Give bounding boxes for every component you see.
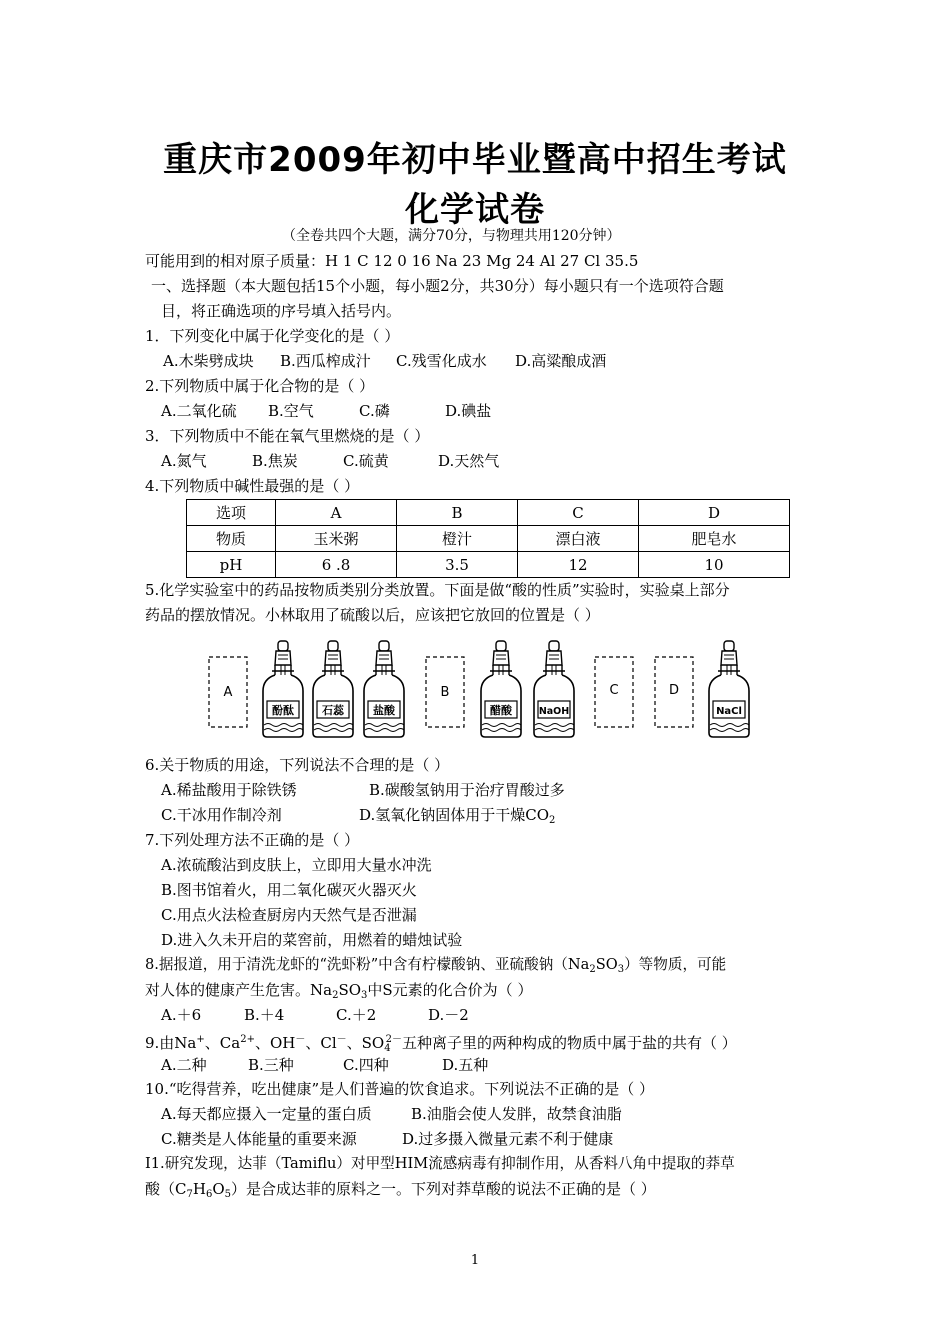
slot-label-d: D <box>668 683 680 698</box>
q9-text: 9.由Na <box>145 1034 197 1052</box>
table-cell: 肥皂水 <box>639 526 790 552</box>
q9-text: 、Ca <box>204 1034 241 1052</box>
q9-option-c: C.四种 <box>343 1056 389 1074</box>
ph-table <box>186 499 790 578</box>
q11-text: 酸（C <box>145 1180 187 1198</box>
bottle-hydrochloric-acid <box>364 641 404 737</box>
q1-option-d: D.高粱酿成酒 <box>515 352 607 370</box>
q8-stem-line2 <box>145 980 532 1006</box>
table-cell: B <box>397 500 518 526</box>
table-row <box>187 500 790 526</box>
subscript: 5 <box>224 1189 232 1200</box>
subscript: 4 <box>384 1043 391 1054</box>
q6-stem: 6.关于物质的用途，下列说法不合理的是（ ） <box>145 756 450 774</box>
slot-label-a: A <box>223 685 233 700</box>
superscript: 2+ <box>240 1034 255 1045</box>
reagent-shelf-figure <box>0 635 950 745</box>
table-cell: 选项 <box>187 500 276 526</box>
q9-option-b: B.三种 <box>248 1056 294 1074</box>
subscript: 7 <box>186 1189 193 1200</box>
q2-option-c: C.磷 <box>359 402 390 420</box>
superscript: － <box>295 1034 306 1045</box>
q3-option-a: A.氮气 <box>161 452 207 470</box>
table-cell: 6 .8 <box>276 552 397 578</box>
subscript: 2 <box>332 990 339 1001</box>
q8-option-c: C.＋2 <box>336 1006 377 1024</box>
q2-option-d: D.碘盐 <box>445 402 492 420</box>
bottle-label: 酚酞 <box>272 704 294 717</box>
q7-option-a: A.浓硫酸沾到皮肤上，立即用大量水冲洗 <box>161 856 432 874</box>
q6-option-b: B.碳酸氢钠用于治疗胃酸过多 <box>369 781 565 799</box>
q9-text: 、SO <box>346 1034 385 1052</box>
q9-text: 、Cl <box>305 1034 337 1052</box>
q10-option-a: A.每天都应摄入一定量的蛋白质 <box>161 1105 372 1123</box>
q10-option-d: D.过多摄入微量元素不利于健康 <box>402 1130 614 1148</box>
q11-text: O <box>212 1180 225 1198</box>
q9-stem <box>145 1030 737 1059</box>
bottle-label: 醋酸 <box>490 704 512 717</box>
table-cell: C <box>518 500 639 526</box>
bottle-label: NaOH <box>538 706 570 717</box>
bottle-nacl <box>709 641 749 737</box>
q2-option-b: B.空气 <box>268 402 314 420</box>
q7-option-d: D.进入久未开启的菜窖前，用燃着的蜡烛试验 <box>161 931 463 949</box>
table-cell: 物质 <box>187 526 276 552</box>
bottle-litmus <box>313 641 353 737</box>
q5-stem-line2: 药品的摆放情况。小林取用了硫酸以后，应该把它放回的位置是（ ） <box>145 606 600 624</box>
q1-stem: 1．下列变化中属于化学变化的是（ ） <box>145 327 400 345</box>
bottle-phenolphthalein <box>263 641 303 737</box>
q8-option-d: D.－2 <box>428 1006 469 1024</box>
q1-option-c: C.残雪化成水 <box>396 352 487 370</box>
q9-option-a: A.二种 <box>161 1056 207 1074</box>
q6-option-c: C.干冰用作制冷剂 <box>161 806 282 824</box>
q10-option-c: C.糖类是人体能量的重要来源 <box>161 1130 357 1148</box>
q8-text: SO <box>595 956 618 973</box>
q10-stem: 10.“吃得营养，吃出健康”是人们普遍的饮食追求。下列说法不正确的是（ ） <box>145 1080 654 1098</box>
table-cell: 橙汁 <box>397 526 518 552</box>
section1-instructions-line1: 一、选择题（本大题包括15个小题，每小题2分，共30分）每小题只有一个选项符合题 <box>151 277 724 295</box>
q7-stem: 7.下列处理方法不正确的是（ ） <box>145 831 360 849</box>
q1-option-b: B.西瓜榨成汁 <box>280 352 371 370</box>
q9-text: 、OH <box>254 1034 296 1052</box>
slot-label-c: C <box>609 683 619 698</box>
slot-label-b: B <box>440 685 450 700</box>
exam-note: （全卷共四个大题，满分70分，与物理共用120分钟） <box>282 228 621 244</box>
q3-option-d: D.天然气 <box>438 452 500 470</box>
page-number: 1 <box>470 1253 480 1268</box>
q5-stem-line1: 5.化学实验室中的药品按物质类别分类放置。下面是做“酸的性质”实验时，实验桌上部分 <box>145 581 730 599</box>
table-cell: 12 <box>518 552 639 578</box>
q9-text: 五种离子里的两种构成的物质中属于盐的共有（ ） <box>401 1034 737 1052</box>
superscript: 2－ <box>385 1034 402 1045</box>
table-row <box>187 552 790 578</box>
q2-option-a: A.二氧化硫 <box>161 402 237 420</box>
q6-option-a: A.稀盐酸用于除铁锈 <box>161 781 297 799</box>
q6-option-d-text: D.氢氧化钠固体用于干燥CO <box>359 806 550 824</box>
superscript: + <box>196 1034 205 1045</box>
q8-text: 中S元素的化合价为（ ） <box>367 981 533 999</box>
table-cell: 玉米粥 <box>276 526 397 552</box>
table-cell: 漂白液 <box>518 526 639 552</box>
q10-option-b: B.油脂会使人发胖，故禁食油脂 <box>411 1105 622 1123</box>
q1-option-a: A.木柴劈成块 <box>163 352 254 370</box>
subscript: 3 <box>617 964 625 975</box>
bottle-acetic-acid <box>481 641 521 737</box>
q11-stem-line2 <box>145 1179 656 1205</box>
subscript: 2 <box>549 815 556 826</box>
q8-text: 对人体的健康产生危害。Na <box>145 981 333 999</box>
table-cell: 3.5 <box>397 552 518 578</box>
q8-option-b: B.＋4 <box>244 1006 285 1024</box>
q6-option-d <box>359 805 555 831</box>
q8-option-a: A.＋6 <box>161 1006 202 1024</box>
subscript: 3 <box>361 990 368 1001</box>
q8-text: 8.据报道，用于清洗龙虾的“洗虾粉”中含有柠檬酸钠、亚硫酸钠（Na <box>145 956 590 973</box>
q3-option-b: B.焦炭 <box>252 452 298 470</box>
exam-subtitle: 化学试卷 <box>405 190 545 230</box>
q8-stem-line1 <box>145 955 726 980</box>
q2-stem: 2.下列物质中属于化合物的是（ ） <box>145 377 375 395</box>
q3-option-c: C.硫黄 <box>343 452 389 470</box>
bottle-label: 石蕊 <box>322 704 344 717</box>
q9-option-d: D.五种 <box>442 1056 489 1074</box>
table-cell: 10 <box>639 552 790 578</box>
bottle-label: 盐酸 <box>373 704 395 717</box>
q7-option-c: C.用点火法检查厨房内天然气是否泄漏 <box>161 906 417 924</box>
table-cell: pH <box>187 552 276 578</box>
exam-title: 重庆市2009年初中毕业暨高中招生考试 <box>163 140 787 180</box>
table-cell: D <box>639 500 790 526</box>
section1-instructions-line2: 目，将正确选项的序号填入括号内。 <box>161 302 402 320</box>
q11-text: H <box>192 1180 206 1198</box>
bottle-label: NaCl <box>716 706 742 717</box>
table-cell: A <box>276 500 397 526</box>
table-row <box>187 526 790 552</box>
atomic-masses: 可能用到的相对原子质量：H 1 C 12 0 16 Na 23 Mg 24 Al 27 Cl 35.5 <box>145 252 639 270</box>
q4-stem: 4.下列物质中碱性最强的是（ ） <box>145 477 360 495</box>
subscript: 2 <box>589 964 596 975</box>
bottle-naoh <box>534 641 574 737</box>
q11-stem-line1: I1.研究发现，达菲（Tamiflu）对甲型HIM流感病毒有抑制作用，从香料八角中提取的莽草 <box>145 1155 735 1172</box>
subscript: 6 <box>205 1189 213 1200</box>
q3-stem: 3．下列物质中不能在氧气里燃烧的是（ ） <box>145 427 430 445</box>
q8-text: SO <box>338 981 362 999</box>
q7-option-b: B.图书馆着火，用二氧化碳灭火器灭火 <box>161 881 417 899</box>
q8-text: ）等物质，可能 <box>624 956 727 973</box>
q11-text: ）是合成达菲的原料之一。下列对莽草酸的说法不正确的是（ ） <box>231 1180 656 1198</box>
superscript: － <box>336 1034 347 1045</box>
